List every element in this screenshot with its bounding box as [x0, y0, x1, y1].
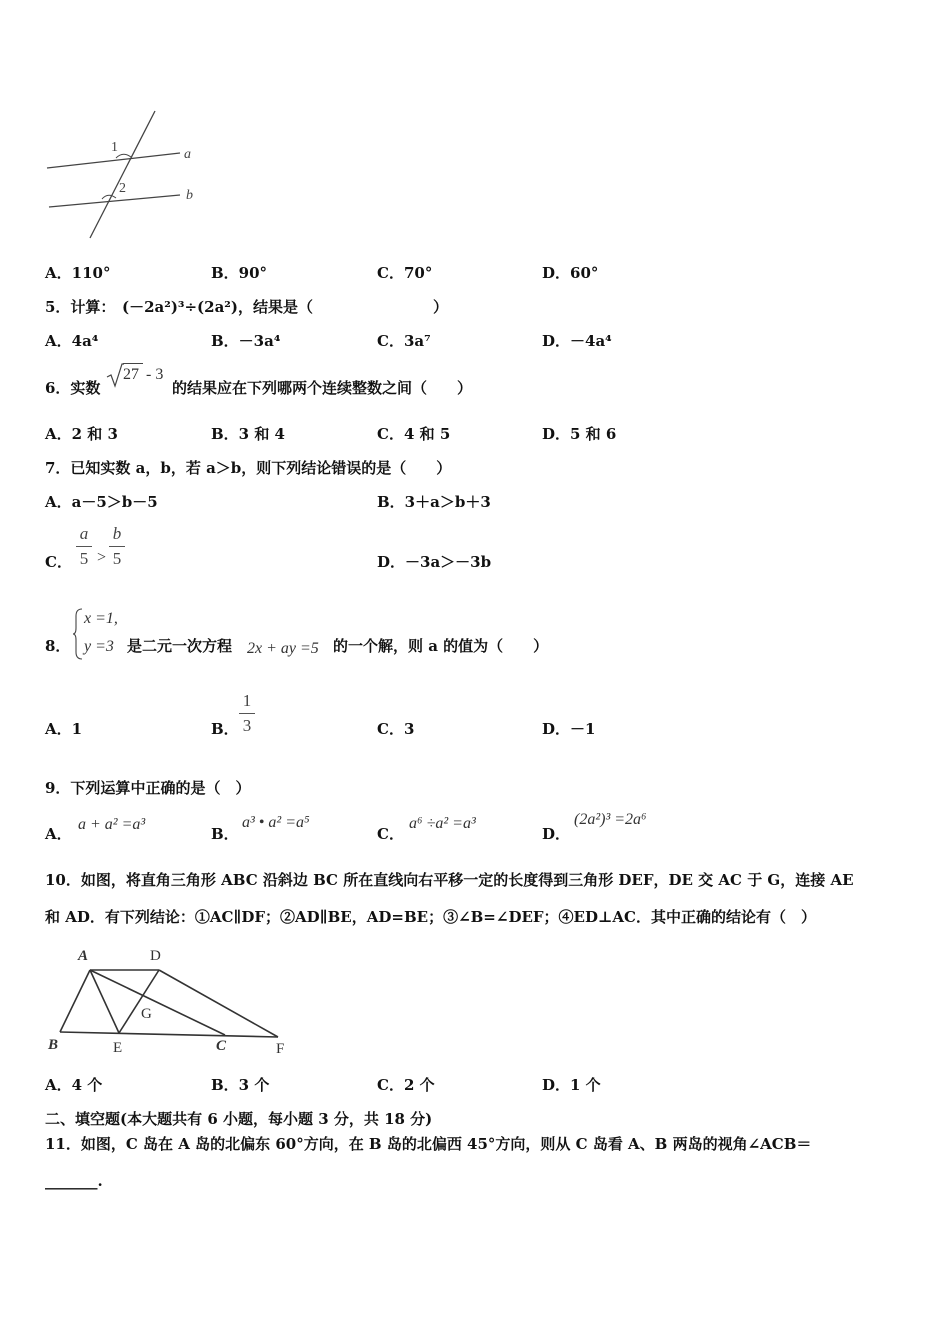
q8-option-c[interactable]: C．3: [377, 720, 415, 738]
angle-1-arc: [116, 154, 131, 158]
line-b-label: b: [186, 188, 193, 203]
q11-answer-blank[interactable]: _______.: [45, 1172, 103, 1190]
q9-option-d-label[interactable]: D．: [542, 825, 571, 843]
q10-option-d[interactable]: D．1 个: [542, 1076, 601, 1094]
q10-option-b[interactable]: B．3 个: [211, 1076, 270, 1094]
point-F-label: F: [276, 1041, 285, 1057]
q7-option-b[interactable]: B．3＋a＞b＋3: [377, 493, 491, 511]
q7-fraction-b-numerator: b: [112, 524, 122, 543]
q7-fraction-b: [109, 524, 125, 569]
q7-fraction-a-denominator: 5: [79, 549, 89, 568]
parallel-lines-figure: [40, 105, 210, 245]
q9-option-a-label[interactable]: A．: [45, 825, 72, 843]
q8-option-a[interactable]: A．1: [45, 720, 83, 738]
point-A-label: A: [78, 948, 89, 964]
q6-minus-three: - 3: [146, 366, 164, 383]
q8-fraction-denominator: 3: [242, 716, 252, 735]
q5-option-c[interactable]: C．3a⁷: [377, 332, 431, 350]
q4-option-b[interactable]: B．90°: [211, 264, 268, 282]
q5-option-a[interactable]: A．4a⁴: [45, 332, 99, 350]
q9-option-a-expr: a + a² =a³: [78, 816, 146, 833]
q7-greater-sign: >: [97, 549, 107, 566]
q4-option-d[interactable]: D．60°: [542, 264, 599, 282]
q10-option-a[interactable]: A．4 个: [45, 1076, 103, 1094]
q9-option-b-expr: a³ • a² =a⁵: [242, 814, 310, 831]
q8-mid-text: 是二元一次方程: [127, 637, 233, 655]
q7-option-d[interactable]: D．－3a＞－3b: [377, 553, 492, 571]
q8-number: 8．: [45, 637, 71, 655]
angle-2-arc: [102, 195, 116, 199]
q9-stem: 9．下列运算中正确的是（ ）: [45, 779, 251, 797]
q8-option-d[interactable]: D．－1: [542, 720, 596, 738]
transversal: [90, 111, 155, 238]
segment-DF: [159, 970, 278, 1037]
q6-prefix: 6．实数: [45, 379, 101, 397]
line-a-label: a: [184, 147, 191, 162]
q4-option-a[interactable]: A．110°: [45, 264, 111, 282]
point-C-label: C: [216, 1038, 227, 1054]
line-a: [47, 153, 180, 168]
q9-option-b-label[interactable]: B．: [211, 825, 239, 843]
q8-system-line1: x =1,: [84, 610, 118, 627]
q4-option-c[interactable]: C．70°: [377, 264, 433, 282]
point-E-label: E: [113, 1040, 123, 1056]
segment-AE: [90, 970, 119, 1033]
q7-fraction-a: [76, 524, 92, 569]
q8-option-b-label[interactable]: B．: [211, 720, 239, 738]
system-brace-icon: [72, 608, 84, 660]
q9-option-c-expr: a⁶ ÷a² =a³: [409, 815, 476, 832]
q10-option-c[interactable]: C．2 个: [377, 1076, 435, 1094]
q6-option-a[interactable]: A．2 和 3: [45, 425, 118, 443]
triangle-translation-figure: [40, 940, 300, 1060]
q8-fraction-one-third: [239, 691, 255, 736]
segment-AB: [60, 970, 90, 1032]
q6-option-b[interactable]: B．3 和 4: [211, 425, 285, 443]
q6-suffix: 的结果应在下列哪两个连续整数之间（ ）: [172, 379, 473, 397]
section-2-title: 二、填空题(本大题共有 6 小题，每小题 3 分，共 18 分): [45, 1110, 433, 1128]
q5-prefix: 5．计算：: [45, 298, 116, 316]
q7-stem: 7．已知实数 a，b，若 a＞b，则下列结论错误的是（ ）: [45, 459, 452, 477]
q10-line2: 和 AD．有下列结论：①AC∥DF；②AD∥BE，AD=BE；③∠B=∠DEF；④ED⊥AC．其中正确的结论有（ ）: [45, 908, 816, 926]
segment-AC: [90, 970, 225, 1035]
q10-line1: 10．如图，将直角三角形 ABC 沿斜边 BC 所在直线向右平移一定的长度得到三角形 DEF，DE 交 AC 于 G，连接 AE: [45, 871, 854, 889]
angle-1-label: 1: [111, 140, 118, 155]
point-D-label: D: [150, 948, 161, 964]
radical-bar: [123, 363, 143, 364]
q8-equation: 2x + ay =5: [247, 640, 319, 657]
q8-fraction-numerator: 1: [242, 691, 252, 710]
segment-DE: [119, 970, 159, 1033]
q7-fraction-a-numerator: a: [79, 524, 89, 543]
q5-expression: (－2a²)³÷(2a²)，结果是（ ）: [122, 298, 448, 316]
point-G-label: G: [141, 1006, 152, 1022]
q5-option-b[interactable]: B．－3a⁴: [211, 332, 281, 350]
radical-sign-icon: [106, 362, 124, 388]
q9-option-c-label[interactable]: C．: [377, 825, 404, 843]
segment-BF: [60, 1032, 278, 1037]
q5-option-d[interactable]: D．－4a⁴: [542, 332, 612, 350]
point-B-label: B: [48, 1037, 59, 1053]
q8-system-line2: y =3: [84, 638, 114, 655]
q9-option-d-expr: (2a²)³ =2a⁶: [574, 811, 647, 828]
q6-option-c[interactable]: C．4 和 5: [377, 425, 451, 443]
q8-suffix: 的一个解，则 a 的值为（ ）: [333, 637, 549, 655]
q6-option-d[interactable]: D．5 和 6: [542, 425, 617, 443]
angle-2-label: 2: [119, 181, 126, 196]
q7-fraction-b-denominator: 5: [112, 549, 122, 568]
q7-option-a[interactable]: A．a－5＞b－5: [45, 493, 158, 511]
q7-option-c-label[interactable]: C．: [45, 553, 72, 571]
q6-radicand: 27: [123, 366, 139, 383]
q11-line1: 11．如图，C 岛在 A 岛的北偏东 60°方向，在 B 岛的北偏西 45°方向，则从 C 岛看 A、B 两岛的视角∠ACB＝: [45, 1135, 812, 1153]
